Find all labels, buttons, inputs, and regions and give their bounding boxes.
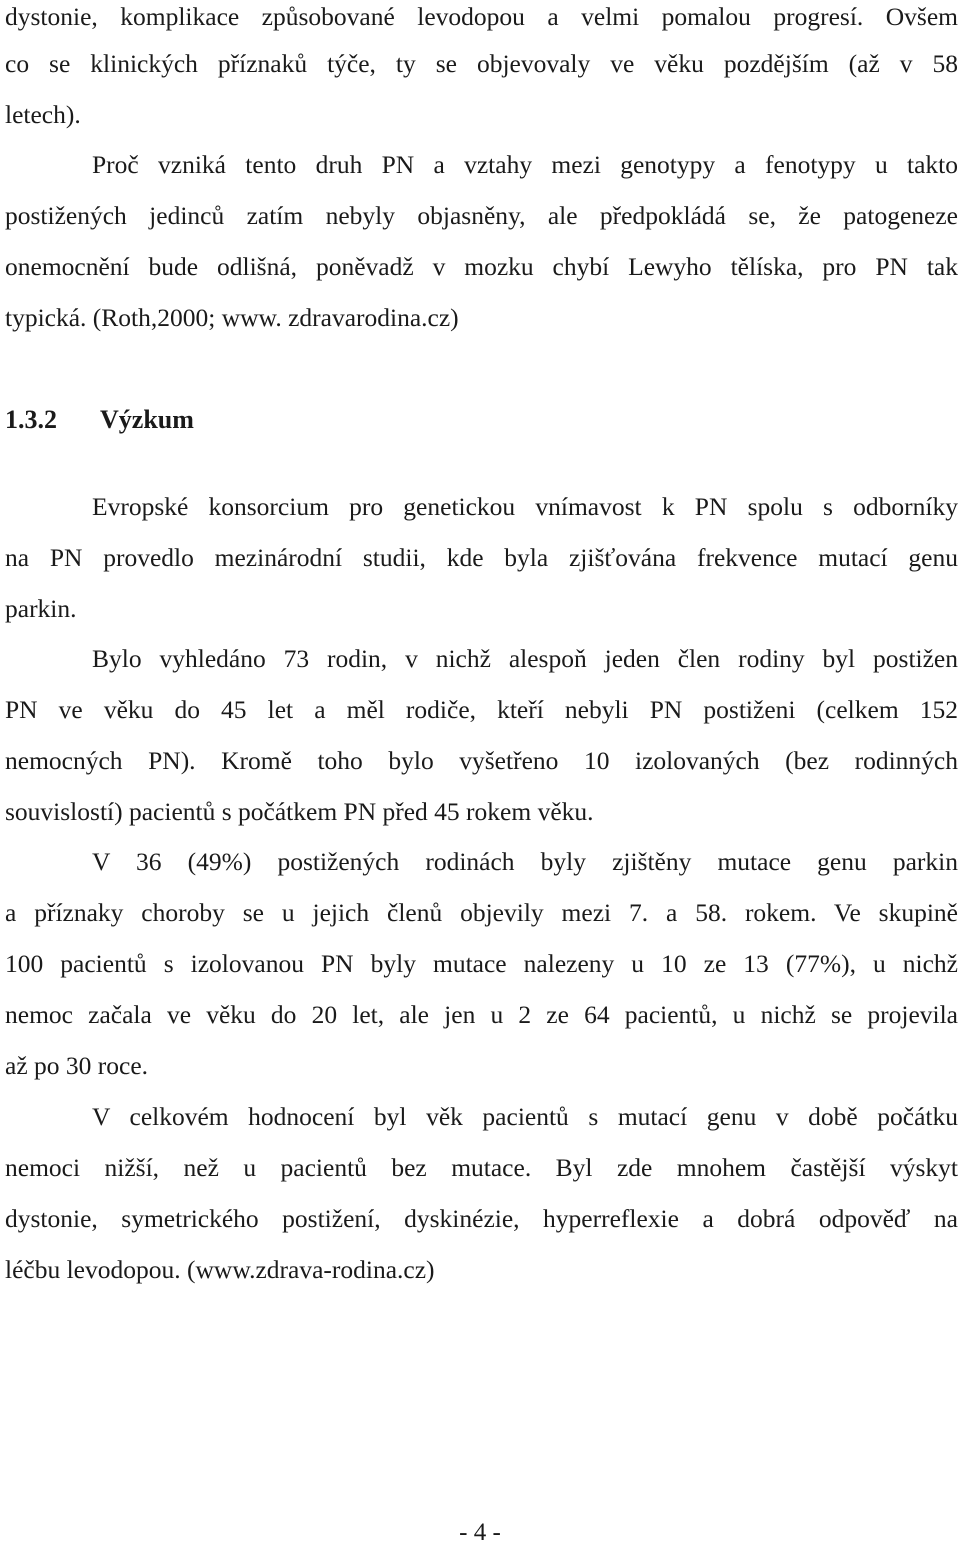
text-line: PN ve věku do 45 let a měl rodiče, kteří nebyli PN postiženi (celkem 152 xyxy=(5,695,958,724)
text-line: onemocnění bude odlišná, poněvadž v mozku chybí Lewyho tělíska, pro PN tak xyxy=(5,252,958,281)
text-line: postižených jedinců zatím nebyly objasněny, ale předpokládá se, že patogeneze xyxy=(5,201,958,230)
text-line: Evropské konsorcium pro genetickou vnímavost k PN spolu s odborníky xyxy=(92,492,958,521)
text-line: léčbu levodopou. (www.zdrava-rodina.cz) xyxy=(5,1255,435,1284)
text-line: Bylo vyhledáno 73 rodin, v nichž alespoň jeden člen rodiny byl postižen xyxy=(92,644,958,673)
text-line: nemocných PN). Kromě toho bylo vyšetřeno 10 izolovaných (bez rodinných xyxy=(5,746,958,775)
section-heading xyxy=(5,403,194,437)
text-line: a příznaky choroby se u jejich členů objevily mezi 7. a 58. rokem. Ve skupině xyxy=(5,898,958,927)
text-line: na PN provedlo mezinárodní studii, kde byla zjišťována frekvence mutací genu xyxy=(5,543,958,572)
text-line: co se klinických příznaků týče, ty se objevovaly ve věku pozdějším (až v 58 xyxy=(5,49,958,78)
section-number: 1.3.2 xyxy=(5,405,57,434)
text-line: dystonie, komplikace způsobované levodopou a velmi pomalou progresí. Ovšem xyxy=(5,2,958,31)
text-line: nemoc začala ve věku do 20 let, ale jen u 2 ze 64 pacientů, u nichž se projevila xyxy=(5,1000,958,1029)
text-line: typická. (Roth,2000; www. zdravarodina.cz) xyxy=(5,303,459,332)
text-line: až po 30 roce. xyxy=(5,1051,149,1080)
page-number: - 4 - xyxy=(459,1519,501,1546)
text-line: nemoci nižší, než u pacientů bez mutace. Byl zde mnohem častější výskyt xyxy=(5,1153,958,1182)
text-line: V 36 (49%) postižených rodinách byly zjištěny mutace genu parkin xyxy=(92,847,958,876)
text-line: parkin. xyxy=(5,594,77,623)
text-line: dystonie, symetrického postižení, dyskinézie, hyperreflexie a dobrá odpověď na xyxy=(5,1204,958,1233)
text-line: V celkovém hodnocení byl věk pacientů s mutací genu v době počátku xyxy=(92,1102,958,1131)
text-line: Proč vzniká tento druh PN a vztahy mezi genotypy a fenotypy u takto xyxy=(92,150,958,179)
text-line: 100 pacientů s izolovanou PN byly mutace nalezeny u 10 ze 13 (77%), u nichž xyxy=(5,949,958,978)
section-title: Výzkum xyxy=(100,405,194,434)
text-line: souvislostí) pacientů s počátkem PN před 45 rokem věku. xyxy=(5,797,594,826)
text-line: letech). xyxy=(5,100,81,129)
